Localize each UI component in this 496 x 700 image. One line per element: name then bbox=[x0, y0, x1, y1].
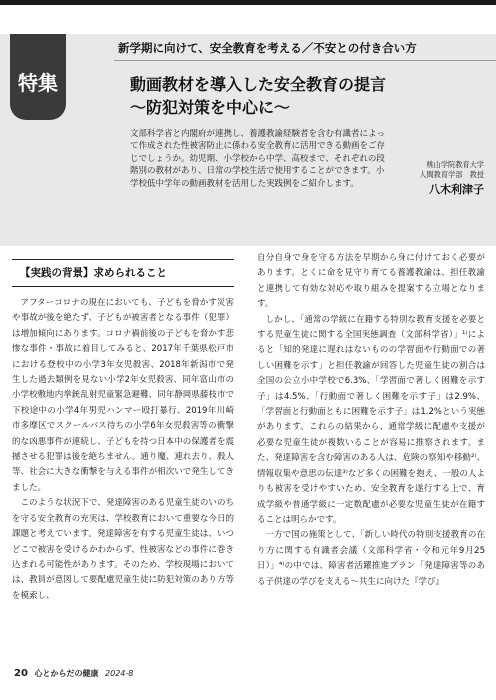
body-paragraph: しかし、「通常の学級に在籍する特別な教育支援を必要とする児童生徒に関する全国実態調査（文部科学省）」¹⁾によると「知的発達に遅れはないものの学習面や行動面での著しい困難を示す」と担任教諭が回答した児童生徒の割合は全国の公立小中学校で6.3%、「学習面で著しく困難を示す子」は4.5%、「行動面で著しく困難を示す子」は2.9%、「学習面と行動面ともに困難を示す子」は1.2%という実態があります。これらの結果から、通常学級に配慮や支援が必要な児童生徒が複数いることが容易に推察されます。また、発達障害を含む障害のある人は、危険の察知や移動²⁾、情報収集や意思の伝達³⁾など多くの困難を抱え、一般の人よりも被害を受けやすいため、安全教育を遂行する上で、育成学級や普通学級に一定数配慮が必要な児童生徒が在籍することは明らかです。 bbox=[257, 314, 485, 525]
top-rule bbox=[0, 0, 496, 5]
page-footer bbox=[14, 668, 133, 679]
issue-date: 2024-8 bbox=[105, 669, 134, 678]
article-title bbox=[130, 73, 490, 119]
section-heading: 【実践の背景】求められること bbox=[20, 267, 167, 279]
title-line-1: 動画教材を導入した安全教育の提言 bbox=[130, 75, 387, 94]
title-line-2: 〜防犯対策を中心に〜 bbox=[130, 98, 291, 117]
author-affiliation bbox=[378, 160, 484, 180]
author-name: 八木利津子 bbox=[429, 183, 484, 196]
body-column-left bbox=[12, 296, 234, 604]
body-paragraph: アフターコロナの現在においても、子どもを脅かす災害や事故が後を絶たず、子どもが被害者となる事件（犯罪）は増加傾向にあります。コロナ禍前後の子どもを脅かす悲惨な事件・事故に着目してみると、2017年千葉県松戸市における登校中の小学3年女児殺害、2018年新潟市で発生した過去類例を見ない小学2年女児殺害、同年富山市の小学校敷地内拳銃乱射児童緊急避難、同年静岡県藤枝市で下校途中の小学4年男児ハンマー殴打暴行、2019年川崎市多摩区でスクールバス待ちの小学6年女児殺害等の衝撃的な凶悪事件が連続し、子どもを持つ日本中の保護者を震撼させる犯罪は後を絶ちません。通り魔、連れ去り、殺人等、社会に大きな衝撃を与える事件が相次いで発生してきました。 bbox=[12, 298, 234, 493]
body-paragraph: 一方で国の施策として、「新しい時代の特別支援教育の在り方に関する有識者会議（文部科学省・令和元年9月25日）」⁴⁾の中では、障害者活躍推進プラン「発達障害等のある子供達の学びを支える〜共生に向けた『学び』 bbox=[257, 530, 485, 587]
feature-label: 特集 bbox=[18, 71, 58, 95]
article-intro: 文部科学省と内閣府が連携し、養護教諭経験者を含む有識者によって作成された性被害防止に係わる安全教育に活用できる動画をご存じでしょうか。幼児期、小学校から中学、高校まで、それぞれの段階別の教材があり、日常の学校生活で使用することができます。小学校低中学年の動画教材を活用した実践例をご紹介します。 bbox=[130, 129, 386, 189]
subtitle-divider bbox=[114, 60, 496, 61]
body-column-right-text bbox=[257, 251, 485, 590]
feature-subtitle: 新学期に向けて、安全教育を考える／不安との付き合い方 bbox=[118, 41, 417, 55]
page-number: 20 bbox=[14, 668, 28, 679]
magazine-name: 心とからだの健康 bbox=[34, 669, 99, 678]
body-paragraph: このような状況下で、発達障害のある児童生徒のいのちを守る安全教育の充実は、学校教育において重要な今日的課題と考えています。発達障害を有する児童生徒は、いつどこで被害を受けるかわからず、性被害などの事件に巻き込まれる可能性があります。そのため、学校現場においては、教員が意図して要配慮児童生徒に防犯対策のあり方等を模索し、 bbox=[12, 498, 234, 601]
body-paragraph: 自分自身で身を守る方法を早期から身に付けておく必要があります。とくに命を見守り育てる養護教諭は、担任教諭と連携して有効な対応や取り組みを提案する立場となります。 bbox=[257, 253, 485, 310]
author-affiliation-1: 桃山学院教育大学 bbox=[426, 160, 484, 169]
author-affiliation-2: 人間教育学部 教授 bbox=[419, 170, 484, 179]
